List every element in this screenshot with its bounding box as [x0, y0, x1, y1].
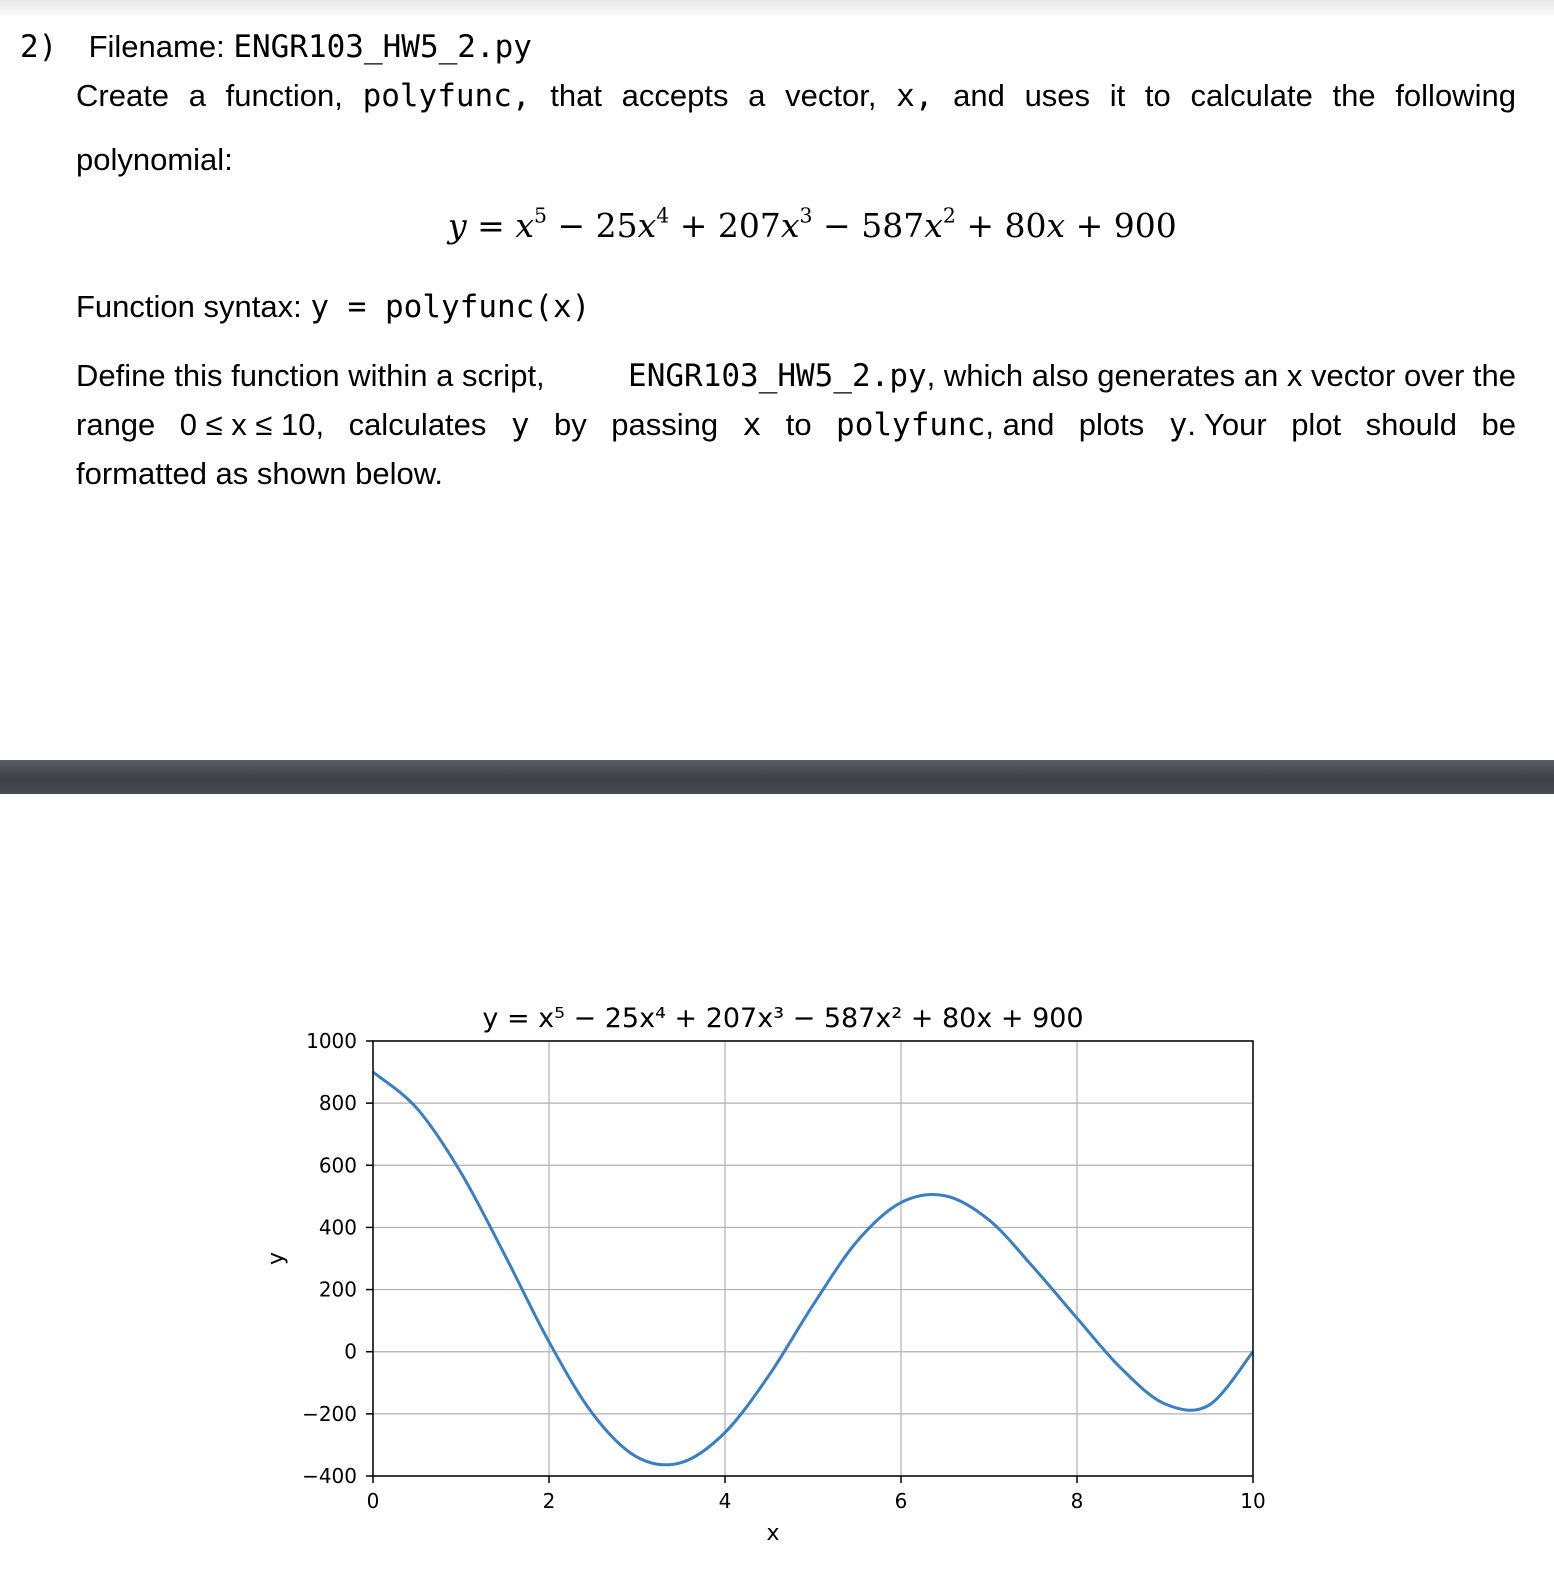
function-name: polyfunc,	[362, 78, 531, 114]
eq-x: x	[637, 206, 657, 245]
eq-plus: +	[966, 206, 994, 245]
x-tick-label: 2	[542, 1489, 556, 1513]
word: calculates	[348, 407, 487, 442]
x-tick-label: 6	[894, 1489, 908, 1513]
word: , and	[985, 407, 1055, 442]
y-axis-label: y	[264, 1251, 289, 1266]
eq-x: x	[924, 206, 943, 245]
define-line-3: formatted as shown below.	[76, 456, 444, 491]
eq-power: 3	[799, 203, 813, 228]
word: a	[748, 78, 766, 113]
create-line-2: polynomial:	[76, 142, 233, 177]
eq-coef: 25	[595, 206, 638, 245]
word: calculate	[1190, 78, 1313, 113]
word: Create	[76, 78, 170, 113]
word: uses	[1024, 78, 1091, 113]
word: following	[1395, 78, 1516, 113]
variable-x: x	[742, 407, 762, 443]
x-tick-label: 4	[718, 1489, 732, 1513]
word: to	[1144, 78, 1171, 113]
word: function,	[225, 78, 343, 113]
function-name: polyfunc	[836, 407, 986, 443]
eq-plus: +	[1075, 206, 1104, 245]
y-tick-label: 1000	[306, 1029, 357, 1053]
text: , which also generates an x vector over the	[926, 358, 1516, 393]
eq-power: 4	[656, 203, 670, 228]
eq-power: 2	[942, 203, 956, 228]
x-tick-label: 0	[366, 1489, 380, 1513]
y-tick-label: 800	[318, 1091, 357, 1116]
eq-x: x	[1046, 206, 1066, 245]
eq-const: 900	[1113, 206, 1177, 245]
y-tick-label: 600	[318, 1153, 357, 1178]
syntax-code: y = polyfunc(x)	[310, 289, 591, 325]
word: and	[953, 78, 1005, 113]
variable-y: y	[510, 407, 530, 443]
eq-plus: +	[679, 206, 708, 245]
eq-coef: 207	[717, 206, 781, 245]
x-tick-label: 10	[1240, 1489, 1266, 1513]
word: range	[76, 407, 156, 442]
axis-ticks	[302, 1029, 1266, 1513]
eq-x: x	[515, 206, 534, 245]
series-line	[373, 1072, 1253, 1465]
x-axis-label: x	[766, 1521, 780, 1546]
eq-minus: −	[557, 206, 586, 245]
eq-power: 5	[533, 203, 547, 228]
word: to	[785, 407, 812, 442]
eq-minus: −	[823, 206, 851, 245]
variable-x: x,	[896, 78, 934, 114]
y-tick-label: 200	[318, 1277, 357, 1302]
word: by	[554, 407, 587, 442]
y-tick-label: −400	[302, 1464, 357, 1488]
filename-label: Filename:	[88, 29, 225, 64]
word: that	[550, 78, 602, 113]
eq-coef: 587	[861, 206, 925, 245]
word: plot	[1291, 407, 1342, 442]
x-tick-label: 8	[1070, 1489, 1084, 1513]
word: the	[1332, 78, 1376, 113]
word: . Your	[1187, 407, 1267, 442]
eq-equals: =	[477, 206, 505, 245]
variable-y: y	[1168, 407, 1188, 443]
eq-coef: 80	[1004, 206, 1047, 245]
y-tick-label: −200	[302, 1401, 357, 1426]
word: accepts	[621, 78, 729, 113]
word: be	[1481, 407, 1516, 442]
y-tick-label: 0	[344, 1339, 357, 1364]
word: vector,	[785, 78, 877, 113]
word: it	[1109, 78, 1126, 113]
y-tick-label: 400	[318, 1215, 357, 1240]
eq-x: x	[780, 206, 800, 245]
text: Define this function within a script,	[76, 358, 545, 393]
syntax-label: Function syntax:	[76, 289, 302, 324]
eq-y: y	[448, 206, 467, 245]
range-expression: 0 ≤ x ≤ 10,	[179, 407, 325, 442]
chart-title: y = x⁵ − 25x⁴ + 207x³ − 587x² + 80x + 900	[482, 1003, 1084, 1034]
filename: ENGR103_HW5_2.py	[628, 358, 927, 394]
word: passing	[611, 407, 719, 442]
word: should	[1365, 407, 1457, 442]
word: a	[188, 78, 206, 113]
problem-number: 2)	[20, 29, 58, 65]
filename: ENGR103_HW5_2.py	[233, 29, 532, 65]
word: plots	[1078, 407, 1145, 442]
